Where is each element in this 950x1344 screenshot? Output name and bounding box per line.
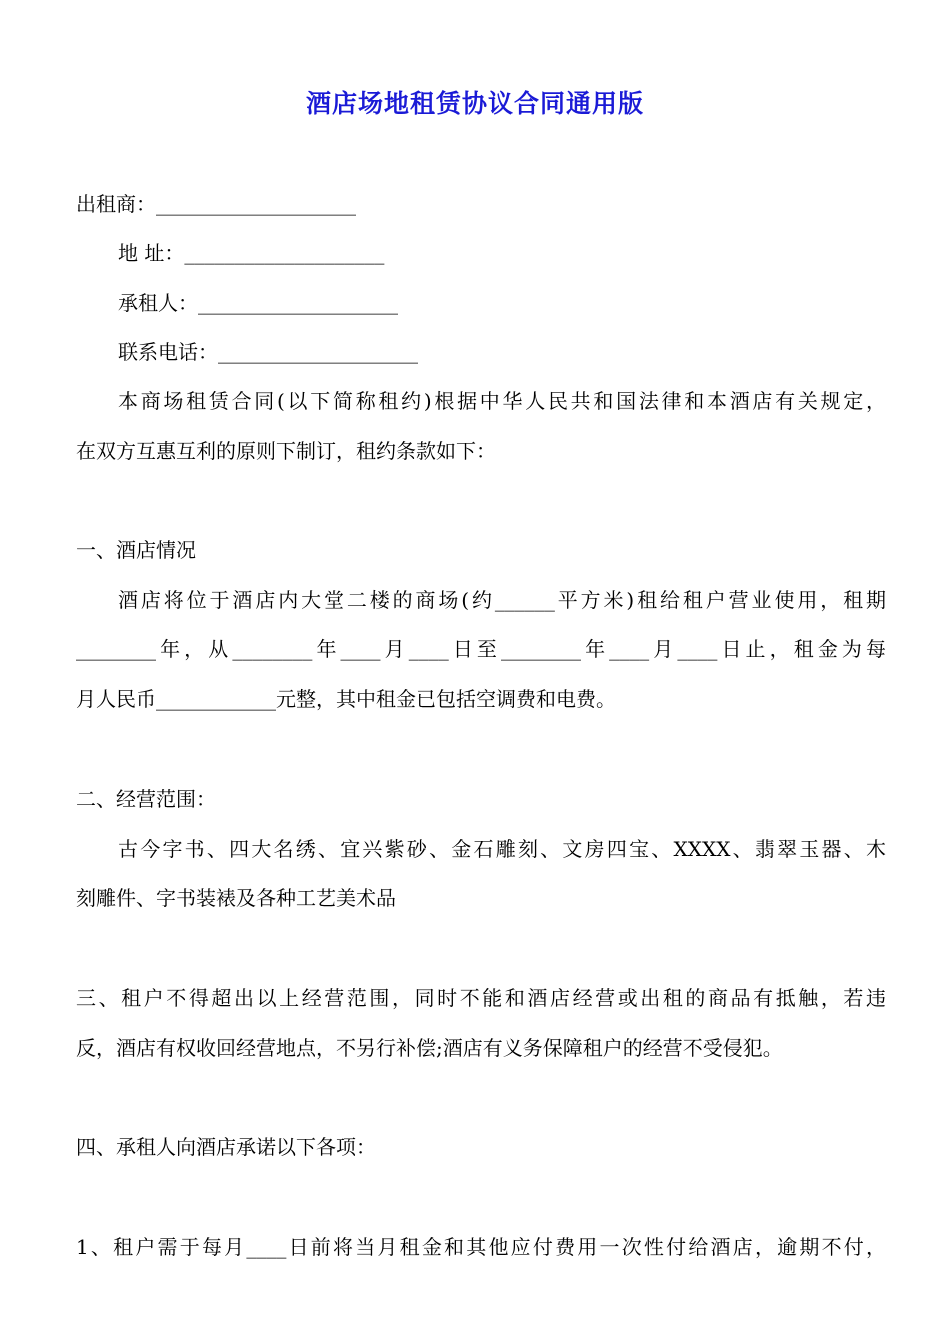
field-lessee: 承租人：____________________ [118, 291, 398, 315]
item1-line: 1、租户需于每月____日前将当月租金和其他应付费用一次性付给酒店，逾期不付， [76, 1235, 886, 1259]
section1-line-1: 酒店将位于酒店内大堂二楼的商场(约______平方米)租给租户营业使用，租期 [118, 588, 886, 612]
document-title: 酒店场地租赁协议合同通用版 [305, 89, 644, 118]
field-address: 地 址：____________________ [118, 241, 385, 265]
section1-line-2: ________年，从________年____月____日至________年____月____日止，租金为每 [76, 637, 886, 661]
section3-line-2: 反，酒店有权收回经营地点，不另行补偿;酒店有义务保障租户的经营不受侵犯。 [76, 1036, 783, 1060]
field-phone: 联系电话：____________________ [118, 340, 418, 364]
field-lessor: 出租商：____________________ [76, 192, 356, 216]
section-heading-1: 一、酒店情况 [76, 538, 196, 562]
section2-line-2: 刻雕件、字书装裱及各种工艺美术品 [76, 886, 396, 910]
section-heading-4: 四、承租人向酒店承诺以下各项： [76, 1135, 376, 1159]
intro-line-1: 本商场租赁合同(以下简称租约)根据中华人民共和国法律和本酒店有关规定， [118, 389, 886, 413]
section3-line-1: 三、租户不得超出以上经营范围，同时不能和酒店经营或出租的商品有抵触，若违 [76, 986, 886, 1010]
section-heading-2: 二、经营范围： [76, 787, 216, 811]
section1-line-3: 月人民币____________元整，其中租金已包括空调费和电费。 [76, 687, 616, 711]
intro-line-2: 在双方互惠互利的原则下制订，租约条款如下： [76, 439, 496, 463]
section2-line-1: 古今字书、四大名绣、宜兴紫砂、金石雕刻、文房四宝、XXXX、翡翠玉器、木 [118, 837, 886, 861]
